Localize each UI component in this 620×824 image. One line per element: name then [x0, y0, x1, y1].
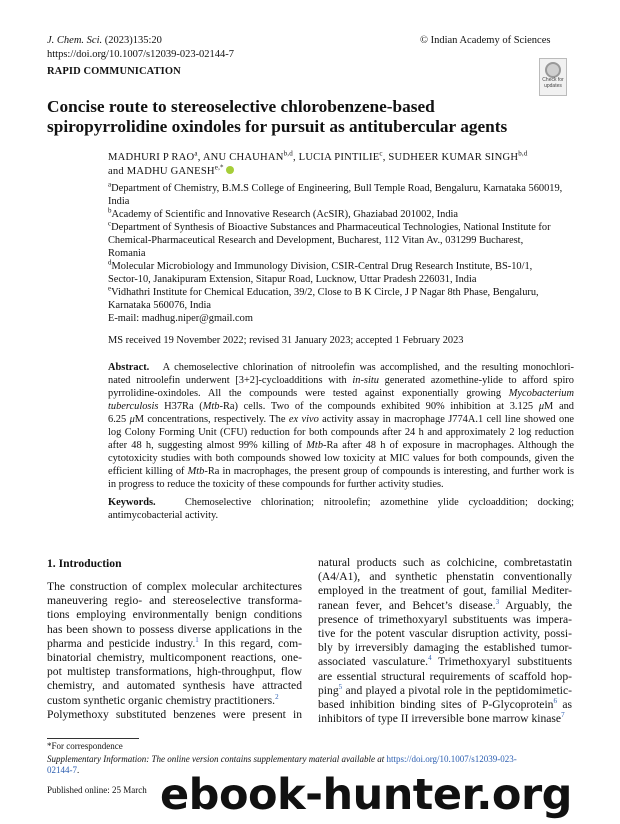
- article-type: RAPID COMMUNICATION: [47, 66, 181, 77]
- body-line: tions employing environmentally benign conditions: [47, 608, 302, 622]
- affiliation-text: Chemical-Pharmaceutical Research and Development, Bucharest, 112 Vitan Av., 031299 Bucharest,: [108, 235, 524, 246]
- affiliations: [108, 182, 574, 325]
- correspondence-note: *For correspondence: [47, 741, 123, 751]
- author-list: [108, 151, 528, 164]
- body-line: as: [556, 698, 572, 712]
- body-line: tive for the potent vascular disruption activity, possi-: [318, 627, 572, 641]
- badge-label-1: Check for: [542, 77, 564, 83]
- author-name: , ANU CHAUHAN: [197, 152, 284, 163]
- author-name: MADHURI P RAO: [108, 152, 195, 163]
- citation-link[interactable]: 1: [195, 635, 199, 644]
- body-line: Polymethoxy substituted benzenes were present in: [47, 707, 302, 721]
- abstract-text: generated azomethine-ylide to afford spiro: [378, 375, 574, 386]
- citation-link[interactable]: 7: [561, 711, 565, 720]
- body-line: natural products such as colchicine, combretastatin: [318, 556, 572, 569]
- body-line: ping: [318, 683, 339, 697]
- body-line: pharma and pesticide industry.: [47, 636, 196, 650]
- abstract-text: efficient killing of: [108, 466, 188, 477]
- affiliation-b: [108, 208, 574, 221]
- body-line: presence of trimethoxyaryl substituents was impera-: [318, 612, 572, 626]
- abstract-text: cytotoxicity studies with both compounds showed low toxicity at MIC values for both compounds, given the: [108, 453, 574, 464]
- footnote-rule: [47, 738, 139, 739]
- keywords-text: Chemoselective chlorination; nitroolefin; azomethine ylide cycloaddition; docking;: [184, 497, 574, 508]
- author-name: , SUDHEER KUMAR SINGH: [382, 152, 519, 163]
- contact-email[interactable]: E-mail: madhug.niper@gmail.com: [108, 313, 253, 324]
- update-icon: [545, 62, 561, 78]
- body-line: chemistry, and automated synthesis have attracted: [47, 679, 302, 693]
- supplementary-text: Supplementary Information: The online version contains supplementary material available at: [47, 754, 387, 764]
- citation-link[interactable]: 3: [495, 597, 500, 606]
- abstract-text: A chemoselective chlorination of nitroolefin was accomplished, and the resulting monochlori-: [162, 362, 574, 373]
- abstract-text: μ: [129, 414, 135, 425]
- body-line: associated vasculature.: [318, 655, 429, 669]
- abstract-text: pyrrolidine-oxindoles. All the compounds were tested against exponentially growing: [108, 388, 509, 399]
- abstract-text: Mtb: [187, 466, 205, 477]
- author-sup: c: [379, 149, 383, 158]
- affiliation-e: [108, 286, 574, 299]
- affiliation-text: India: [108, 196, 130, 207]
- body-line: maneuvering regio- and stereoselective transforma-: [47, 594, 302, 608]
- keywords-label: Keywords.: [108, 497, 156, 508]
- affiliation-text: Department of Chemistry, B.M.S College of Engineering, Bull Temple Road, Bengaluru, Karnataka 560019,: [111, 183, 563, 194]
- abstract-text: Mtb: [202, 401, 220, 412]
- journal-citation: [47, 34, 162, 47]
- section-heading: 1. Introduction: [47, 557, 122, 570]
- author-sup: e,*: [214, 163, 224, 172]
- affiliation-sup: c: [108, 219, 112, 228]
- body-line: employed in the treatment of gout, familial Mediter-: [318, 584, 572, 598]
- abstract-text: 6.25: [108, 414, 130, 425]
- author-name: , LUCIA PINTILIE: [292, 152, 380, 163]
- abstract-text: -Ra after 48 h of exposure in macrophages. Although the: [323, 440, 575, 451]
- abstract: [108, 361, 574, 491]
- body-line: The construction of complex molecular architectures: [47, 580, 302, 593]
- affiliation-text: Molecular Microbiology and Immunology Division, CSIR-Central Drug Research Institute, BS-10/1,: [111, 261, 533, 272]
- abstract-text: -Ra) cells. Two of the compounds exhibited 90% inhibition at 3.125: [219, 401, 539, 412]
- body-line: (A4/A1), and synthetic phenstatin conventionally: [318, 570, 572, 584]
- citation-link[interactable]: 2: [275, 692, 279, 701]
- intro-right-column: [318, 556, 572, 726]
- orcid-icon[interactable]: [226, 166, 234, 174]
- body-line: inhibitors of type II irreversible bone marrow kinase: [318, 712, 562, 726]
- affiliation-sup: a: [108, 180, 112, 189]
- affiliation-text: Academy of Scientific and Innovative Research (AcSIR), Ghaziabad 201002, India: [111, 209, 459, 220]
- supplementary-link-cont[interactable]: 02144-7: [47, 765, 77, 775]
- intro-left-column: [47, 580, 302, 722]
- supplementary-link[interactable]: https://doi.org/10.1007/s12039-023-: [386, 754, 517, 764]
- abstract-text: μ: [538, 401, 545, 412]
- affiliation-text: Sector-10, Janakipuram Extension, Sitapur Road, Lucknow, Uttar Pradesh 226031, India: [108, 274, 477, 285]
- body-line: binatorial chemistry, multicomponent reactions, one-: [47, 651, 302, 665]
- affiliation-text: Karnataka 560076, India: [108, 300, 212, 311]
- journal-volume: (2023)135:20: [102, 35, 162, 46]
- abstract-text: in-situ: [352, 375, 379, 386]
- abstract-text: Mycobacterium: [508, 388, 574, 399]
- publisher-credit: © Indian Academy of Sciences: [420, 35, 551, 46]
- citation-link[interactable]: 4: [428, 654, 432, 663]
- supplementary-text: .: [77, 765, 80, 775]
- abstract-text: ex vivo: [288, 414, 319, 425]
- doi-link[interactable]: https://doi.org/10.1007/s12039-023-02144-7: [47, 49, 235, 60]
- author-sup: b,d: [283, 149, 293, 158]
- abstract-label: Abstract.: [108, 362, 150, 373]
- affiliation-a: [108, 182, 574, 195]
- body-line: are essential structural requirements of scaffold hop-: [318, 669, 572, 683]
- abstract-text: Mtb: [306, 440, 324, 451]
- author-list-2: [108, 165, 234, 178]
- abstract-text: in progress to reduce the toxicity of these compounds for further activity studies.: [108, 479, 444, 490]
- body-line: based inhibition binding sites of P-Glycoprotein: [318, 698, 554, 712]
- body-line: Arguably, the: [499, 598, 572, 612]
- watermark: ebook-hunter.org: [160, 770, 572, 820]
- body-line: custom synthetic organic chemistry practitioners.: [47, 693, 276, 707]
- body-line: has been shown to possess diverse applications in the: [47, 622, 302, 636]
- manuscript-dates: MS received 19 November 2022; revised 31 January 2023; accepted 1 February 2023: [108, 335, 464, 346]
- body-line: In this regard, com-: [198, 636, 302, 650]
- affiliation-d: [108, 260, 574, 273]
- author-sup: a: [194, 149, 198, 158]
- affiliation-sup: d: [108, 258, 112, 267]
- published-date: Published online: 25 March: [47, 785, 147, 795]
- keywords-text: antimycobacterial activity.: [108, 510, 219, 521]
- abstract-text: log Colony Forming Unit (CFU) reduction for both compounds after 24 h and approximately 2 log reduction: [108, 427, 574, 438]
- body-line: pot multistep transformations, high-throughput, flow: [47, 665, 302, 679]
- abstract-text: H37Ra (: [158, 401, 203, 412]
- body-line: bly by irreversibly damaging the established tumor-: [318, 641, 572, 655]
- affiliation-sup: b: [108, 206, 112, 215]
- affiliation-text: Vidhathri Institute for Chemical Education, 39/2, Close to B K Circle, J P Nagar 8th Phase, Bengaluru,: [111, 287, 539, 298]
- journal-name: J. Chem. Sci.: [47, 35, 103, 46]
- abstract-text: M and: [544, 401, 574, 412]
- body-line: and played a pivotal role in the peptidomimetic-: [342, 683, 572, 697]
- abstract-text: nated nitroolefin underwent [3+2]-cycloadditions with: [108, 375, 353, 386]
- abstract-text: activity assay in macrophage J774A.1 cell line showed one: [318, 414, 575, 425]
- affiliation-text: Romania: [108, 248, 146, 259]
- article-title-line-2: spiropyrrolidine oxindoles for pursuit as antitubercular agents: [47, 117, 508, 136]
- check-for-updates-badge[interactable]: [539, 58, 567, 96]
- abstract-text: after 48 h, suggesting almost 99% killing of: [108, 440, 307, 451]
- citation-link[interactable]: 5: [338, 682, 343, 691]
- body-line: ranean fever, and Behcet’s disease.: [318, 598, 496, 612]
- abstract-text: -Ra in macrophages, the present group of compounds is interesting, and further work is: [204, 466, 574, 477]
- keywords: [108, 496, 574, 522]
- affiliation-text: Department of Synthesis of Bioactive Substances and Pharmaceutical Technologies, National Institute for: [111, 222, 551, 233]
- article-title-line-1: Concise route to stereoselective chlorobenzene-based: [47, 97, 435, 116]
- badge-label-2: updates: [544, 82, 562, 89]
- body-line: Trimethoxyaryl substituents: [431, 655, 572, 669]
- citation-link[interactable]: 6: [553, 697, 557, 706]
- abstract-text: M concentrations, respectively. The: [134, 414, 289, 425]
- affiliation-c: [108, 221, 574, 234]
- author-sup: b,d: [518, 149, 528, 158]
- affiliation-sup: e: [108, 284, 112, 293]
- author-name: and MADHU GANESH: [108, 166, 215, 177]
- abstract-text: tuberculosis: [108, 401, 159, 412]
